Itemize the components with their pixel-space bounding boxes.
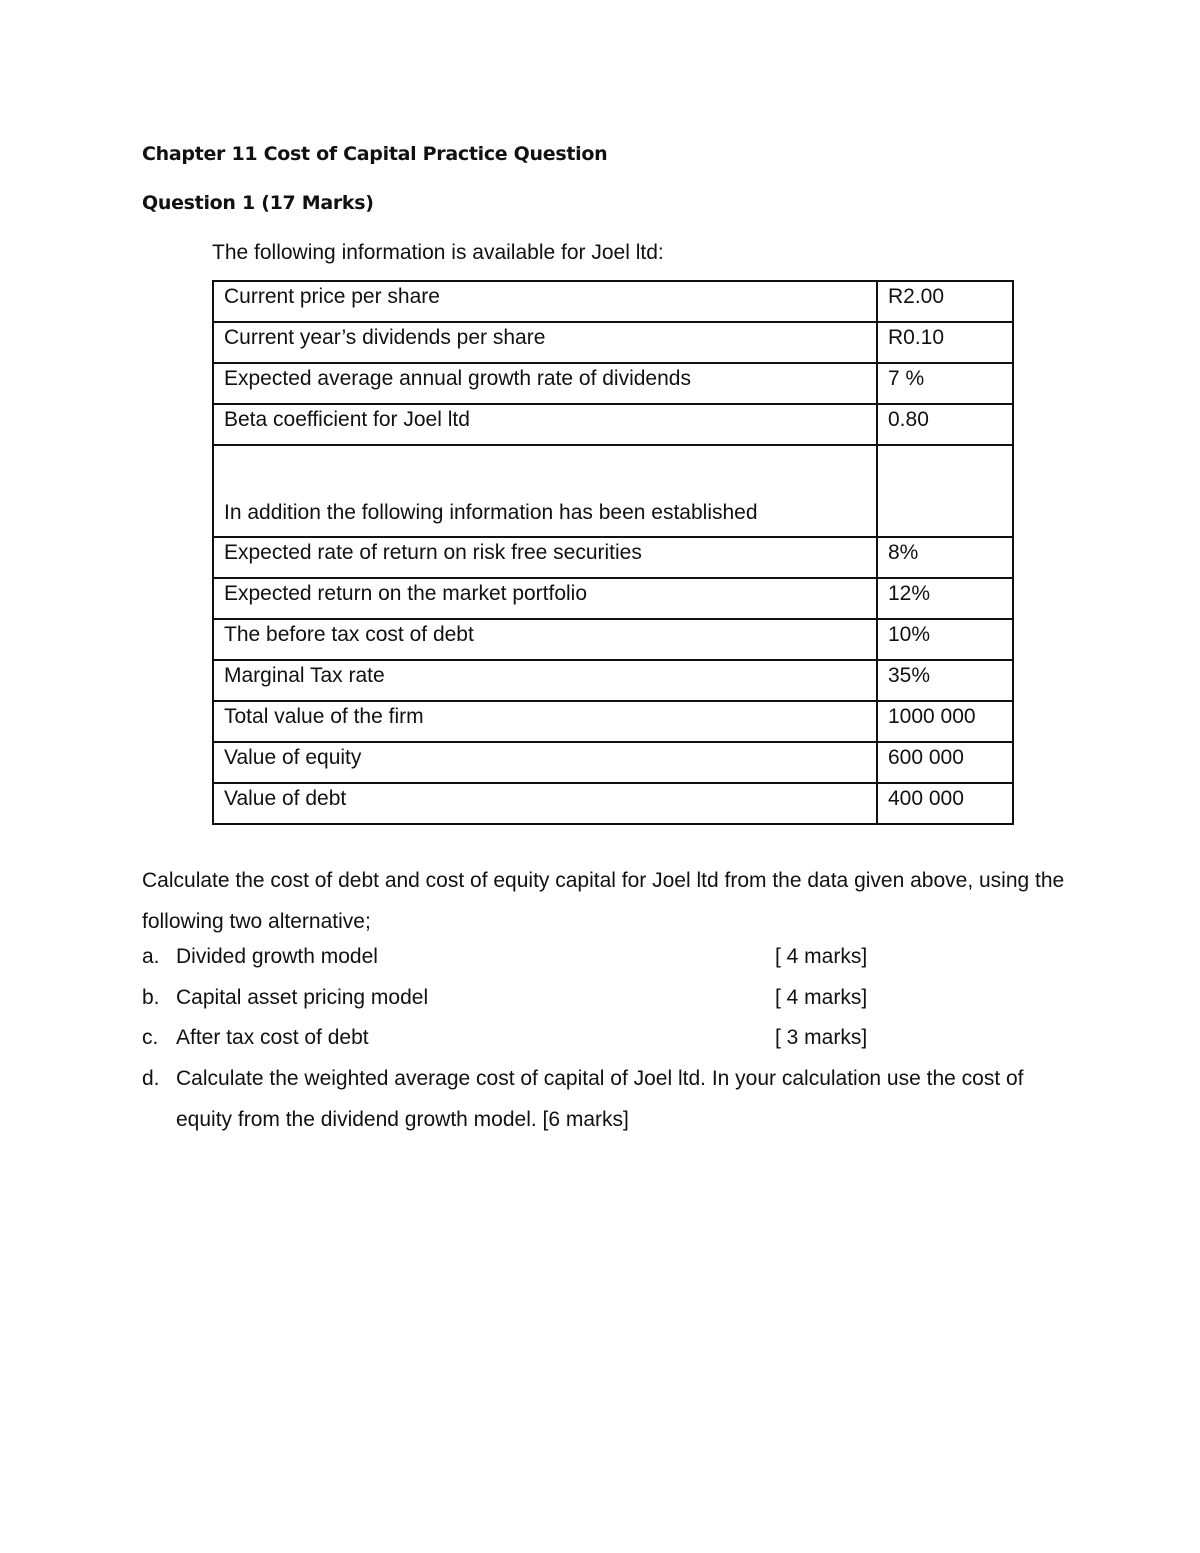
task-letter: c. bbox=[142, 1026, 159, 1049]
table-row bbox=[213, 537, 1013, 578]
row-value: R2.00 bbox=[877, 281, 1013, 322]
info-table bbox=[212, 280, 1014, 825]
row-label: Value of equity bbox=[213, 742, 877, 783]
row-label: Expected rate of return on risk free securities bbox=[213, 537, 877, 578]
table-row bbox=[213, 619, 1013, 660]
table-row bbox=[213, 322, 1013, 363]
question-title: Question 1 (17 Marks) bbox=[142, 192, 374, 214]
row-value: 35% bbox=[877, 660, 1013, 701]
row-value bbox=[877, 445, 1013, 537]
intro-text: The following information is available for Joel ltd: bbox=[212, 241, 664, 264]
row-value: 1000 000 bbox=[877, 701, 1013, 742]
task-text: After tax cost of debt bbox=[176, 1026, 369, 1049]
row-label: Beta coefficient for Joel ltd bbox=[213, 404, 877, 445]
table-row bbox=[213, 783, 1013, 824]
table-row bbox=[213, 660, 1013, 701]
row-label: Current price per share bbox=[213, 281, 877, 322]
row-value: 7 % bbox=[877, 363, 1013, 404]
task-text: Calculate the weighted average cost of capital of Joel ltd. In your calculation use the cost of equity from the dividend growth model. [6 marks] bbox=[176, 1067, 1024, 1131]
table-row bbox=[213, 281, 1013, 322]
row-label: Expected average annual growth rate of dividends bbox=[213, 363, 877, 404]
task-text: Divided growth model bbox=[176, 945, 378, 968]
row-label: In addition the following information has been established bbox=[213, 445, 877, 537]
row-label: Current year’s dividends per share bbox=[213, 322, 877, 363]
table-row bbox=[213, 742, 1013, 783]
row-value: 400 000 bbox=[877, 783, 1013, 824]
task-marks: [ 3 marks] bbox=[775, 1026, 868, 1049]
row-label: Value of debt bbox=[213, 783, 877, 824]
table-row bbox=[213, 701, 1013, 742]
task-letter: d. bbox=[142, 1067, 160, 1090]
task-instructions: Calculate the cost of debt and cost of equity capital for Joel ltd from the data given above, using the following two alternative; bbox=[142, 869, 1065, 933]
row-label: Expected return on the market portfolio bbox=[213, 578, 877, 619]
task-marks: [ 4 marks] bbox=[775, 986, 868, 1009]
row-value: 12% bbox=[877, 578, 1013, 619]
row-value: R0.10 bbox=[877, 322, 1013, 363]
row-value: 0.80 bbox=[877, 404, 1013, 445]
row-label: Total value of the firm bbox=[213, 701, 877, 742]
task-marks: [ 4 marks] bbox=[775, 945, 868, 968]
row-value: 10% bbox=[877, 619, 1013, 660]
chapter-title: Chapter 11 Cost of Capital Practice Question bbox=[142, 143, 608, 165]
row-label: The before tax cost of debt bbox=[213, 619, 877, 660]
table-row bbox=[213, 404, 1013, 445]
task-letter: b. bbox=[142, 986, 160, 1009]
task-text: Capital asset pricing model bbox=[176, 986, 429, 1009]
row-label: Marginal Tax rate bbox=[213, 660, 877, 701]
table-row bbox=[213, 578, 1013, 619]
row-value: 600 000 bbox=[877, 742, 1013, 783]
table-row bbox=[213, 445, 1013, 537]
table-row bbox=[213, 363, 1013, 404]
task-letter: a. bbox=[142, 945, 160, 968]
row-value: 8% bbox=[877, 537, 1013, 578]
